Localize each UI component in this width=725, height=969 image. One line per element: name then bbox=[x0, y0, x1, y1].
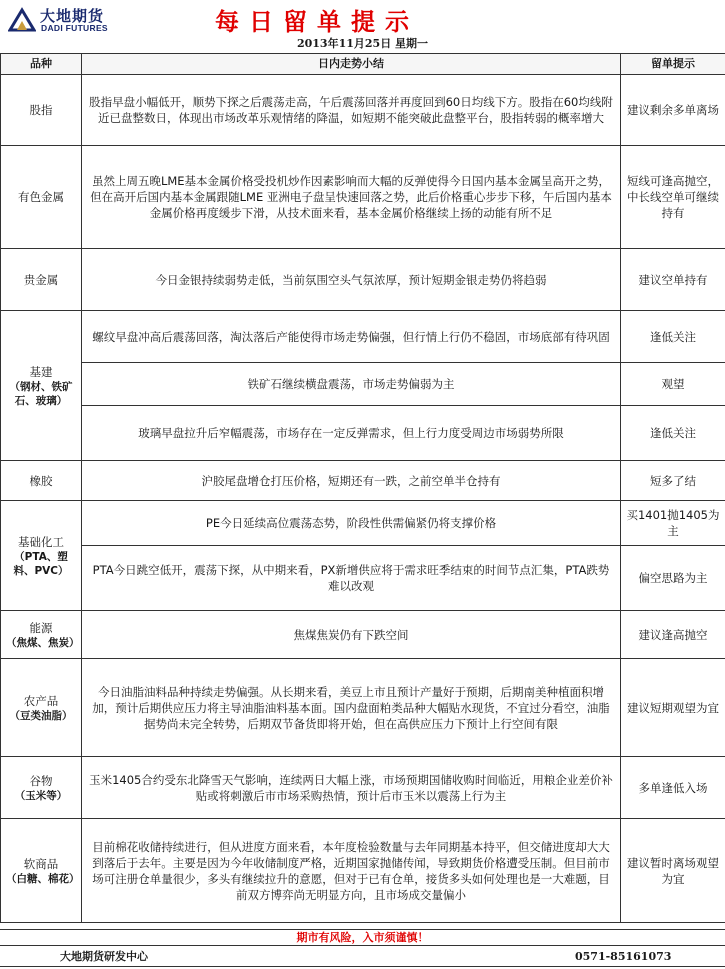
table-row bbox=[1, 819, 725, 923]
table-row bbox=[1, 611, 725, 659]
tip-cell: 买1401抛1405为主 bbox=[621, 501, 725, 546]
category-cell bbox=[1, 75, 82, 146]
category-cell bbox=[1, 501, 82, 611]
summary-cell: 玻璃早盘拉升后窄幅震荡，市场存在一定反弹需求，但上行力度受周边市场弱势所限 bbox=[82, 406, 621, 461]
table-row bbox=[1, 75, 725, 146]
logo-chinese-name: 大地期货 bbox=[40, 7, 105, 25]
risk-warning: 期市有风险，入市须谨慎！ bbox=[0, 929, 725, 946]
summary-cell: 焦煤焦炭仍有下跌空间 bbox=[82, 611, 621, 659]
summary-cell: PTA今日跳空低开，震荡下探，从中期来看，PX新增供应将于需求旺季结束的时间节点汇集，PTA跌势难以改观 bbox=[82, 546, 621, 611]
tip-cell: 逢低关注 bbox=[621, 311, 725, 363]
category-label: 股指 bbox=[29, 103, 53, 117]
summary-cell: 沪胶尾盘增仓打压价格，短期还有一跌，之前空单半仓持有 bbox=[82, 461, 621, 501]
category-label: 农产品 bbox=[23, 693, 59, 708]
category-cell bbox=[1, 311, 82, 461]
tip-cell: 建议空单持有 bbox=[621, 249, 725, 311]
category-label: 基础化工 bbox=[18, 534, 64, 549]
table-row bbox=[1, 659, 725, 757]
tip-cell: 建议暂时离场观望为宜 bbox=[621, 819, 725, 923]
category-sub-label: （豆类油脂） bbox=[9, 709, 73, 722]
category-cell bbox=[1, 757, 82, 819]
footer-phone-number: 0571-85161073 bbox=[575, 950, 672, 963]
category-cell bbox=[1, 819, 82, 923]
category-sub-label: （玉米等） bbox=[14, 789, 68, 802]
report-header bbox=[0, 0, 725, 35]
advice-table bbox=[0, 53, 725, 923]
category-cell bbox=[1, 146, 82, 249]
table-row bbox=[1, 249, 725, 311]
category-cell bbox=[1, 461, 82, 501]
column-header-category: 品种 bbox=[1, 54, 82, 75]
tip-cell: 偏空思路为主 bbox=[621, 546, 725, 611]
column-header-summary: 日内走势小结 bbox=[82, 54, 621, 75]
summary-cell: 玉米1405合约受东北降雪天气影响，连续两日大幅上涨，市场预期国储收购时间临近，用粮企业差价补贴或将刺激后市市场采购热情，预计后市玉米以震荡上行为主 bbox=[82, 757, 621, 819]
tip-cell: 短多了结 bbox=[621, 461, 725, 501]
tip-cell: 观望 bbox=[621, 363, 725, 406]
summary-cell: PE今日延续高位震荡态势，阶段性供需偏紧仍将支撑价格 bbox=[82, 501, 621, 546]
logo-english-name: DADI FUTURES bbox=[41, 23, 108, 33]
category-cell bbox=[1, 659, 82, 757]
page-title: 每日留单提示 bbox=[215, 8, 419, 36]
summary-cell: 目前棉花收储持续进行，但从进度方面来看，本年度检验数量与去年同期基本持平，但交储进度却大大到落后于去年。主要是因为今年收储制度严格，近期国家抛储传闻，导致期货价格遭受压制。但目前市场可注册仓单量很少，多头有继续拉升的意愿，但对于已有仓单，接货多头如何处理也是一大难题，目前双方博弈尚无明显方向，且市场成交量偏小 bbox=[82, 819, 621, 923]
table-row bbox=[1, 757, 725, 819]
table-row bbox=[1, 363, 725, 406]
category-cell bbox=[1, 611, 82, 659]
tip-cell: 短线可逢高抛空，中长线空单可继续持有 bbox=[621, 146, 725, 249]
category-sub-label: （PTA、塑料、PVC） bbox=[13, 550, 69, 577]
summary-cell: 今日油脂油料品种持续走势偏强。从长期来看，美豆上市且预计产量好于预期，后期南美种植面积增加，预计后期供应压力将主导油脂油料基本面。国内盘面粕类品种大幅贴水现货，不宜过分看空，油脂据势尚未完全转势，后期双节备货即将开始，但在高供应压力下预计上行空间有限 bbox=[82, 659, 621, 757]
tip-cell: 建议逢高抛空 bbox=[621, 611, 725, 659]
category-label: 能源 bbox=[29, 620, 53, 635]
table-row bbox=[1, 461, 725, 501]
summary-cell: 今日金银持续弱势走低，当前氛围空头气氛浓厚，预计短期金银走势仍将趋弱 bbox=[82, 249, 621, 311]
category-label: 谷物 bbox=[29, 773, 53, 788]
summary-cell: 螺纹早盘冲高后震荡回落，淘汰落后产能使得市场走势偏强，但行情上行仍不稳固，市场底部有待巩固 bbox=[82, 311, 621, 363]
category-label: 基建 bbox=[29, 364, 53, 379]
footer-research-center: 大地期货研发中心 bbox=[60, 950, 148, 963]
category-sub-label: （白糖、棉花） bbox=[6, 872, 80, 885]
summary-cell: 铁矿石继续横盘震荡，市场走势偏弱为主 bbox=[82, 363, 621, 406]
table-row bbox=[1, 501, 725, 546]
column-header-tip: 留单提示 bbox=[621, 54, 725, 75]
table-row bbox=[1, 311, 725, 363]
table-row bbox=[1, 406, 725, 461]
table-row bbox=[1, 546, 725, 611]
category-sub-label: （钢材、铁矿石、玻璃） bbox=[9, 380, 73, 407]
report-date: 2013年11月25日 星期一 bbox=[296, 37, 429, 50]
category-cell bbox=[1, 249, 82, 311]
tip-cell: 逢低关注 bbox=[621, 406, 725, 461]
tip-cell: 建议剩余多单离场 bbox=[621, 75, 725, 146]
tip-cell: 建议短期观望为宜 bbox=[621, 659, 725, 757]
dadi-logo-icon bbox=[8, 6, 36, 32]
category-label: 有色金属 bbox=[18, 190, 64, 204]
category-label: 橡胶 bbox=[29, 473, 53, 488]
summary-cell: 股指早盘小幅低开，顺势下探之后震荡走高，午后震荡回落并再度回到60日均线下方。股指在60均线附近已盘整数日，体现出市场改革乐观情绪的降温，如短期不能突破此盘整平台，股指转弱的概率增大 bbox=[82, 75, 621, 146]
category-sub-label: （焦煤、焦炭） bbox=[6, 636, 80, 649]
table-header-row bbox=[1, 54, 725, 75]
table-row bbox=[1, 146, 725, 249]
category-label: 贵金属 bbox=[23, 272, 59, 287]
summary-cell: 虽然上周五晚LME基本金属价格受投机炒作因素影响而大幅的反弹使得今日国内基本金属呈高开之势，但在高开后国内基本金属跟随LME 亚洲电子盘呈快速回落之势，此后价格重心步步下移，午后国内基本金属价格再度缓步下滑，从技术面来看，基本金属价格继续上扬的动能有所不足 bbox=[82, 146, 621, 249]
category-label: 软商品 bbox=[23, 856, 59, 871]
tip-cell: 多单逢低入场 bbox=[621, 757, 725, 819]
report-footer bbox=[0, 947, 725, 967]
